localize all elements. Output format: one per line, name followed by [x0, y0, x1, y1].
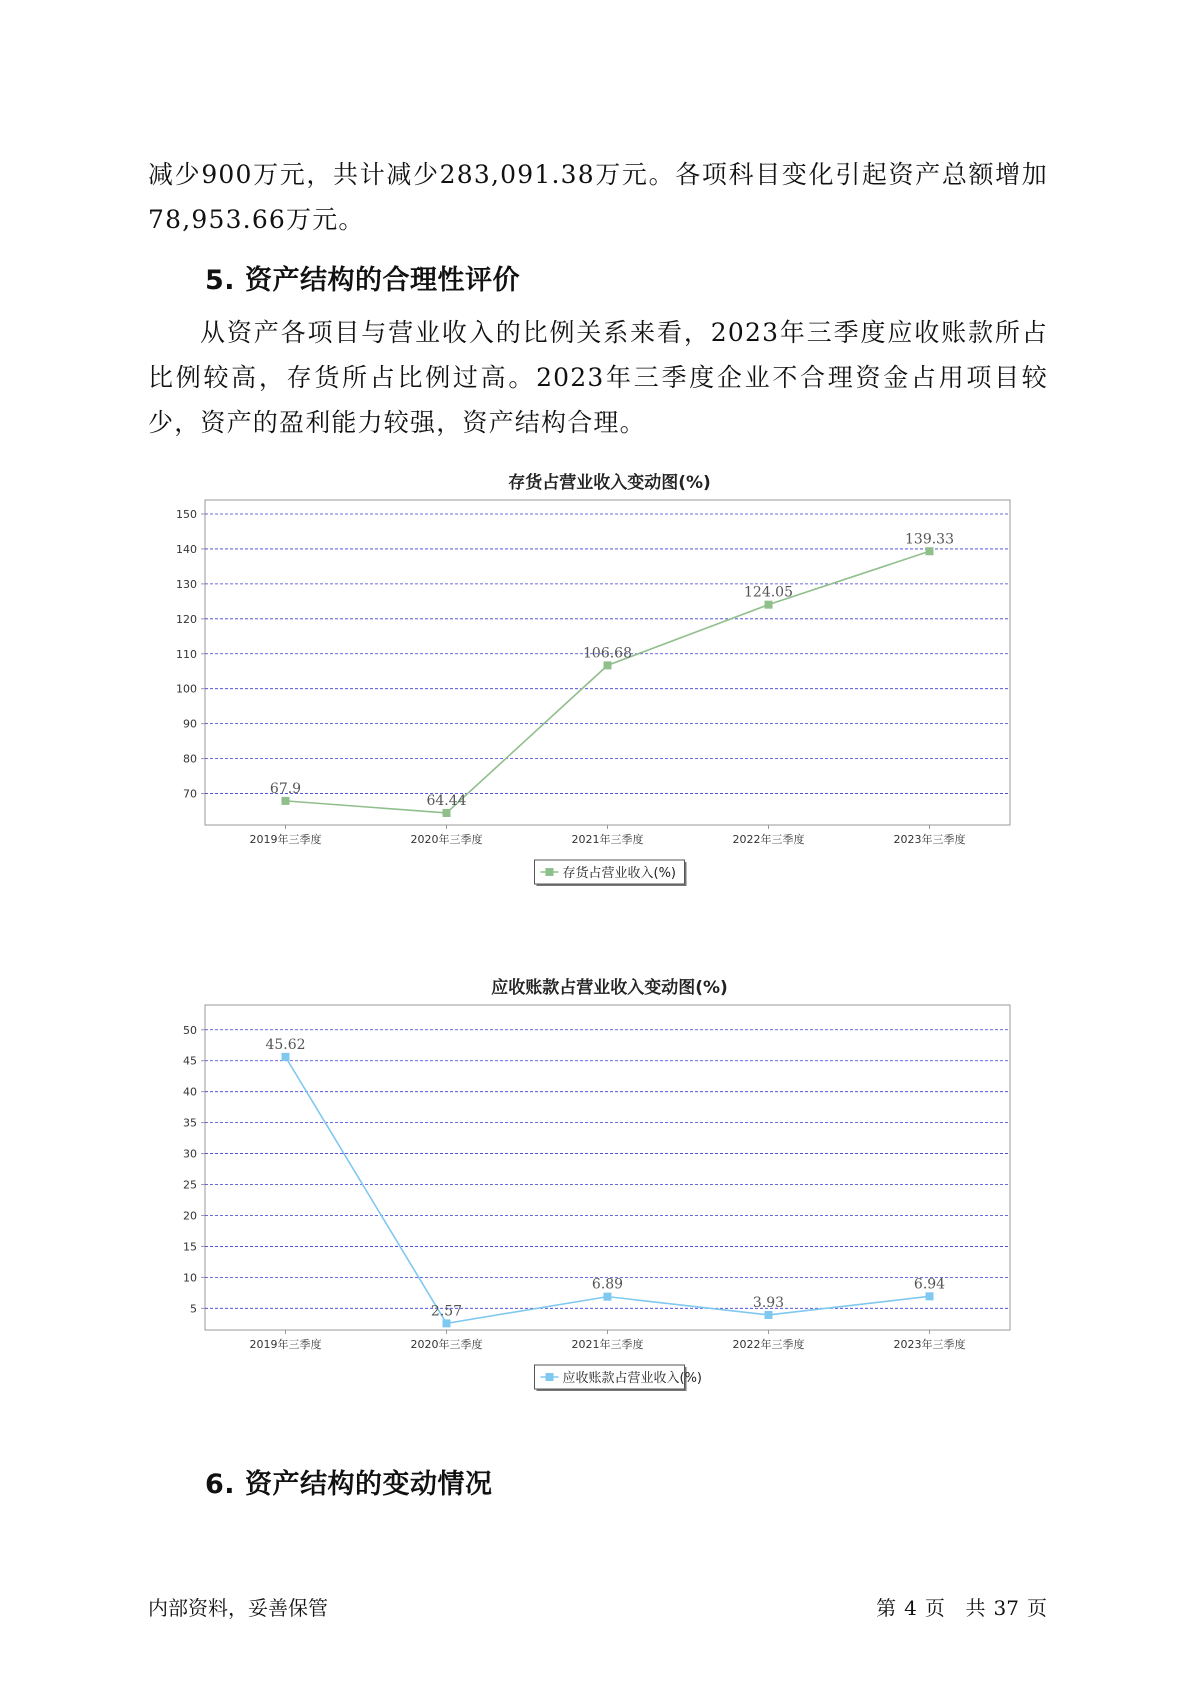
- data-point: [926, 1292, 934, 1300]
- y-tick-label: 30: [183, 1147, 197, 1161]
- total-unit: 页: [1027, 1596, 1047, 1620]
- y-tick-label: 120: [176, 612, 197, 626]
- data-point: [443, 809, 451, 817]
- chart-title: 应收账款占营业收入变动图(%): [491, 978, 728, 998]
- data-point: [765, 1311, 773, 1319]
- data-label: 124.05: [744, 584, 793, 601]
- y-tick-label: 130: [176, 577, 197, 591]
- data-label: 6.94: [913, 1276, 946, 1293]
- y-tick-label: 50: [183, 1023, 197, 1037]
- legend-marker: [546, 868, 554, 876]
- legend-label: 应收账款占营业收入(%): [562, 1371, 702, 1386]
- y-tick-label: 5: [190, 1302, 197, 1316]
- y-tick-label: 25: [183, 1178, 197, 1192]
- y-tick-label: 15: [183, 1240, 197, 1254]
- y-tick-label: 90: [183, 717, 197, 731]
- y-tick-label: 140: [176, 542, 197, 556]
- footer-confidential-note: 内部资料，妥善保管: [148, 1596, 328, 1620]
- x-tick-label: 2021年三季度: [571, 1338, 644, 1351]
- x-tick-label: 2023年三季度: [893, 1338, 966, 1351]
- y-tick-label: 150: [176, 507, 197, 521]
- x-tick-label: 2022年三季度: [732, 1338, 805, 1351]
- data-label: 6.89: [591, 1276, 624, 1293]
- y-tick-label: 80: [183, 752, 197, 766]
- section-heading-6: 6. 资产结构的变动情况: [205, 1469, 493, 1500]
- inventory-ratio-chart: [160, 470, 1040, 930]
- x-tick-label: 2020年三季度: [410, 833, 483, 846]
- page-prefix: 第: [876, 1596, 897, 1620]
- inventory-ratio-chart-svg: [160, 470, 1040, 930]
- x-tick-label: 2019年三季度: [249, 1338, 322, 1351]
- data-label: 3.93: [752, 1294, 785, 1311]
- page-num: 4: [904, 1596, 917, 1620]
- data-point: [282, 797, 290, 805]
- data-point: [604, 661, 612, 669]
- x-tick-label: 2019年三季度: [249, 833, 322, 846]
- y-tick-label: 100: [176, 682, 197, 696]
- data-label: 139.33: [905, 531, 954, 548]
- data-point: [282, 1053, 290, 1061]
- y-tick-label: 40: [183, 1085, 197, 1099]
- y-tick-label: 35: [183, 1116, 197, 1130]
- data-point: [926, 547, 934, 555]
- x-tick-label: 2021年三季度: [571, 833, 644, 846]
- data-label: 45.62: [265, 1036, 306, 1053]
- page-unit: 页: [924, 1596, 945, 1620]
- y-tick-label: 10: [183, 1271, 197, 1285]
- data-point: [604, 1293, 612, 1301]
- paragraph-asset-change: 减少900万元，共计减少283,091.38万元。各项科目变化引起资产总额增加78,953.66万元。: [148, 160, 1048, 234]
- receivables-ratio-chart-svg: [160, 975, 1040, 1435]
- data-point: [765, 601, 773, 609]
- footer-page-number: [872, 1592, 1051, 1621]
- receivables-ratio-chart: [160, 975, 1040, 1435]
- section-heading-5: 5. 资产结构的合理性评价: [205, 265, 520, 296]
- y-tick-label: 45: [183, 1054, 197, 1068]
- total-prefix: 共: [965, 1596, 986, 1620]
- legend-marker: [546, 1373, 554, 1381]
- data-point: [443, 1319, 451, 1327]
- paragraph-asset-structure: 从资产各项目与营业收入的比例关系来看，2023年三季度应收账款所占比例较高，存货所占比例过高。2023年三季度企业不合理资金占用项目较少，资产的盈利能力较强，资产结构合理。: [148, 318, 1048, 437]
- data-label: 106.68: [583, 645, 632, 662]
- data-label: 64.44: [426, 792, 467, 809]
- total-num: 37: [993, 1596, 1019, 1620]
- x-tick-label: 2023年三季度: [893, 833, 966, 846]
- chart-title: 存货占营业收入变动图(%): [508, 473, 711, 493]
- data-label: 67.9: [269, 780, 302, 797]
- x-tick-label: 2020年三季度: [410, 1338, 483, 1351]
- y-tick-label: 20: [183, 1209, 197, 1223]
- legend-label: 存货占营业收入(%): [562, 866, 676, 881]
- y-tick-label: 70: [183, 787, 197, 801]
- data-label: 2.57: [430, 1303, 463, 1320]
- y-tick-label: 110: [176, 647, 197, 661]
- x-tick-label: 2022年三季度: [732, 833, 805, 846]
